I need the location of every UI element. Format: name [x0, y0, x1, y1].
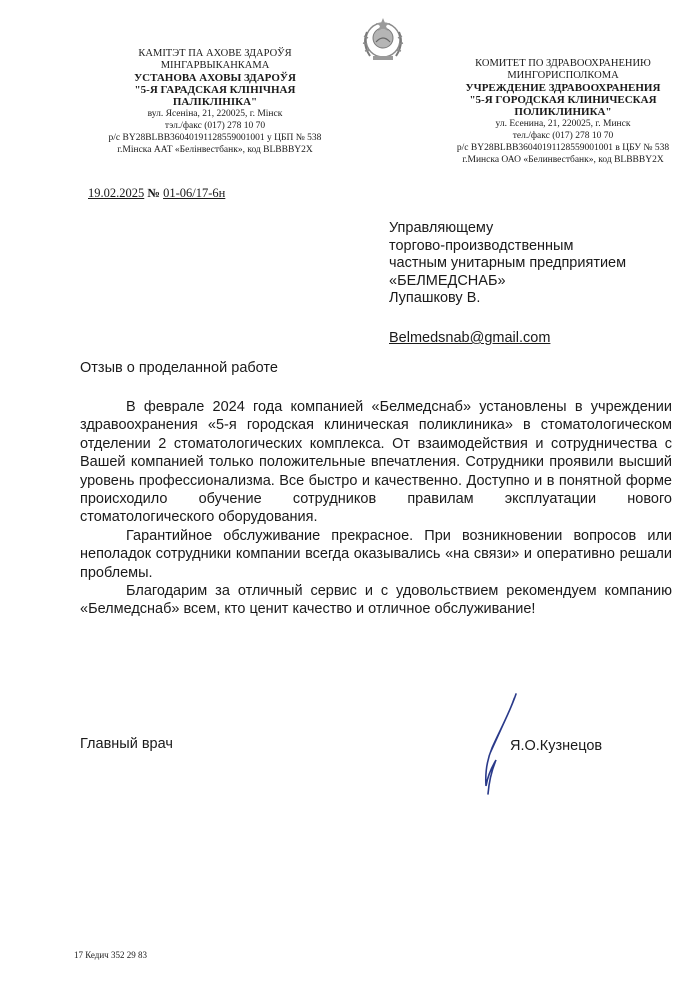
footer-executor: 17 Кедич 352 29 83 — [74, 950, 147, 960]
header-right-line: р/с BY28BLBB36040191128559001001 в ЦБУ № 538 — [456, 143, 670, 153]
header-left-line: МІНГАРВЫКАНКАМА — [160, 60, 270, 71]
letter-subject: Отзыв о проделанной работе — [80, 360, 278, 376]
addressee-line: Управляющему — [389, 220, 494, 236]
header-left-line: вул. Ясеніна, 21, 220025, г. Мінск — [147, 109, 283, 119]
header-right-line: УЧРЕЖДЕНИЕ ЗДРАВООХРАНЕНИЯ — [465, 82, 661, 94]
reg-date: 19.02.2025 — [88, 186, 145, 200]
body-paragraph: Гарантийное обслуживание прекрасное. При возникновении вопросов или неполадок сотрудники компании всегда оказывались «на связи» и оперативно решали проблемы. — [80, 527, 672, 581]
addressee-line: торгово-производственным — [389, 237, 574, 254]
header-left-line: "5-Я ГАРАДСКАЯ КЛІНІЧНАЯ — [134, 84, 296, 96]
header-right-line: МИНГОРИСПОЛКОМА — [507, 70, 619, 81]
letterhead-russian — [432, 58, 694, 166]
reg-number: 01-06/17-6н — [163, 186, 226, 200]
header-left-line: КАМІТЭТ ПА АХОВЕ ЗДАРОЎЯ — [138, 48, 292, 59]
body-paragraph: В феврале 2024 года компанией «Белмедснаб» установлены в учреждении здравоохранения «5-я городская клиническая поликлиника» в стоматологическом отделении 2 стоматологических комплекса. От взаимодействия и сотрудничества с Вашей компанией только положительные впечатления. Сотрудники проявили высший уровень профессионализма. Все быстро и качественно. Доступно и в понятной форме происходило обучение сотрудников правилам эксплуатации нового стоматологического оборудования. — [80, 399, 672, 526]
header-right-line: ул. Есенина, 21, 220025, г. Минск — [495, 119, 631, 129]
addressee-line: Лупашкову В. — [389, 290, 481, 306]
header-left-line: г.Мінска ААТ «Белінвестбанк», код BLBBBY2X — [117, 145, 313, 155]
addressee-block — [389, 220, 626, 308]
signatory-post: Главный врач — [80, 736, 173, 752]
state-emblem-icon — [358, 14, 408, 66]
email-link[interactable]: Belmedsnab@gmail.com — [389, 330, 551, 346]
signatory-name: Я.О.Кузнецов — [510, 738, 603, 754]
header-right-line: ПОЛИКЛИНИКА" — [514, 106, 612, 118]
reg-no-label: № — [147, 186, 160, 200]
addressee-line: частным унитарным предприятием — [389, 255, 627, 271]
body-paragraph: Благодарим за отличный сервис и с удовольствием рекомендуем компанию «Белмедснаб» всем, кто ценит качество и отличное обслуживание! — [80, 583, 672, 618]
letterhead-belarusian — [84, 48, 346, 156]
addressee-line: «БЕЛМЕДСНАБ» — [389, 272, 506, 289]
header-left-line: ПАЛІКЛІНІКА" — [172, 96, 258, 108]
header-left-line: УСТАНОВА АХОВЫ ЗДАРОЎЯ — [134, 72, 296, 84]
header-right-line: "5-Я ГОРОДСКАЯ КЛИНИЧЕСКАЯ — [469, 94, 657, 106]
registration-number — [88, 186, 225, 201]
header-right-line: тел./факс (017) 278 10 70 — [512, 131, 614, 141]
header-right-line: КОМИТЕТ ПО ЗДРАВООХРАНЕНИЮ — [475, 58, 651, 69]
header-left-line: тэл./факс (017) 278 10 70 — [164, 121, 266, 131]
letter-body — [80, 398, 672, 619]
header-left-line: р/с BY28BLBB36040191128559001001 у ЦБП № 538 — [108, 133, 322, 143]
header-right-line: г.Минска ОАО «Белинвестбанк», код BLBBBY2X — [462, 155, 664, 165]
